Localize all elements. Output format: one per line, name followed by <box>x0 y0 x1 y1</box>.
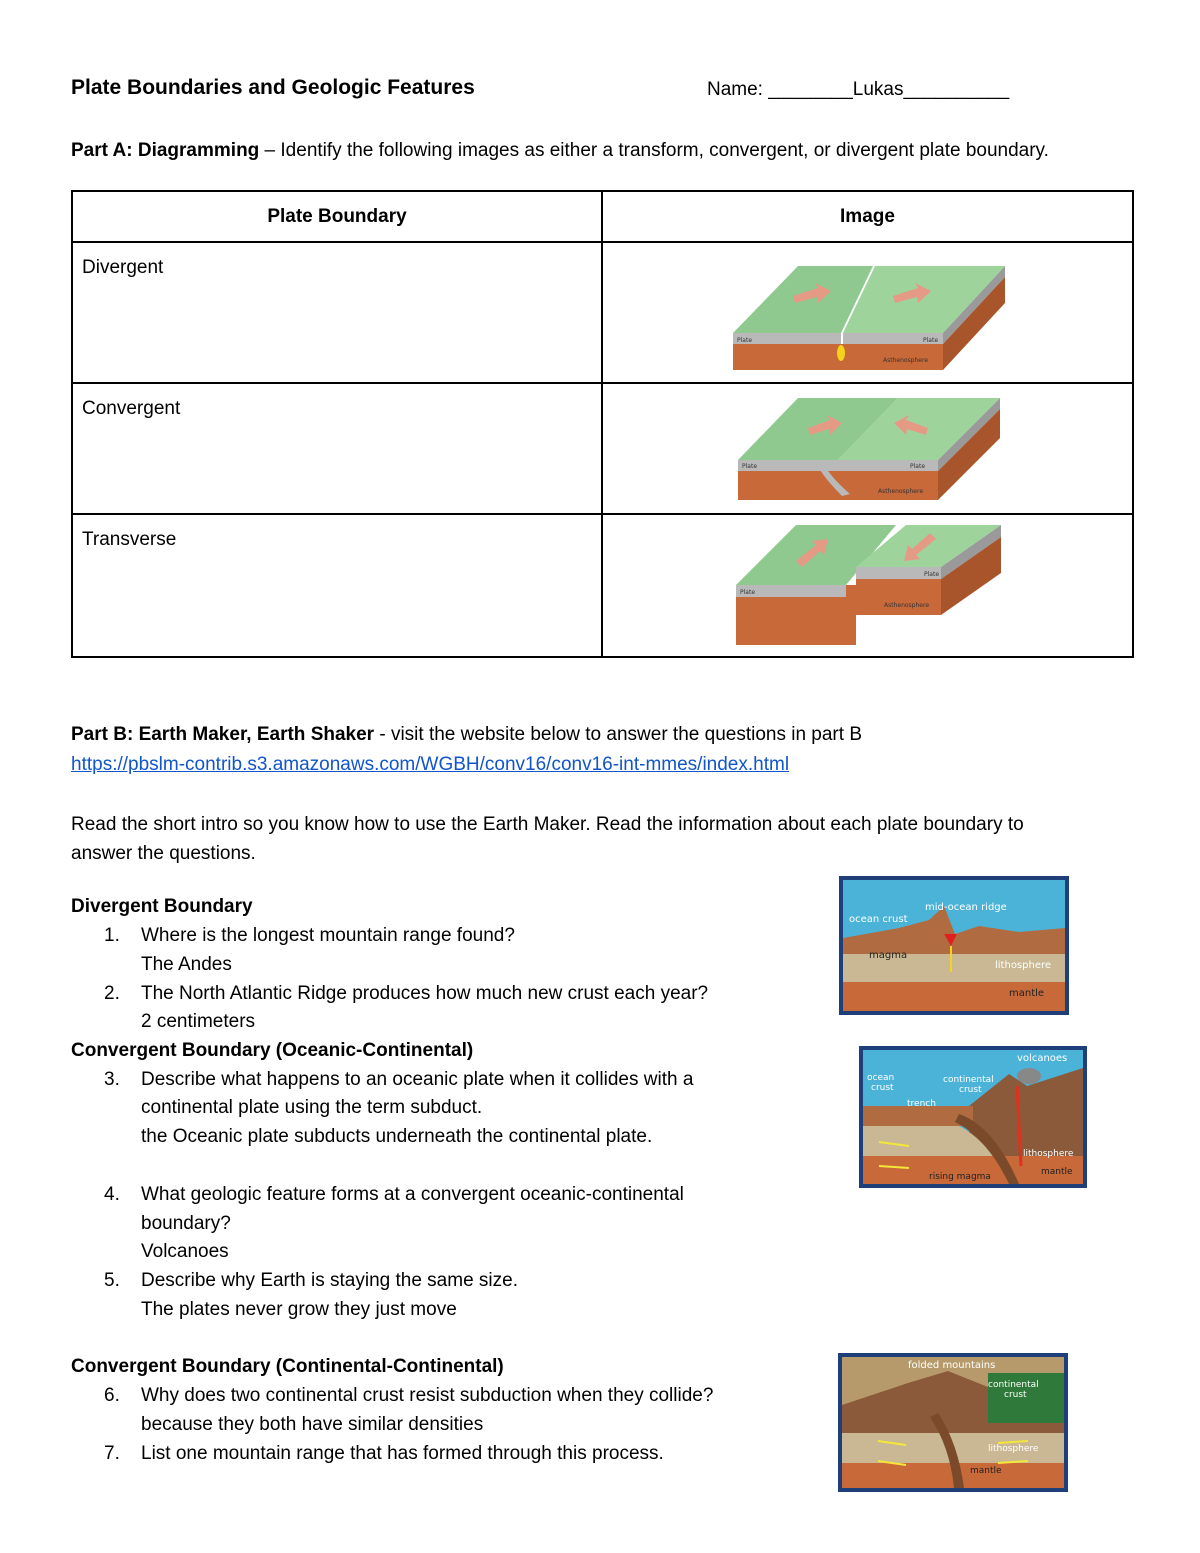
table-row <box>72 514 1133 657</box>
question-number: 6. <box>104 1385 120 1406</box>
name-field: Name: ________Lukas__________ <box>707 79 1010 100</box>
table-row <box>72 383 1133 514</box>
part-b-heading: Part B: Earth Maker, Earth Shaker <box>71 724 375 745</box>
question-number: 5. <box>104 1270 120 1291</box>
answer-4: Volcanoes <box>141 1241 229 1262</box>
diagram-label: Asthenosphere <box>878 488 924 495</box>
diagram-label: Plate <box>910 463 926 470</box>
plate-boundary-table <box>71 190 1134 658</box>
figure-label: crust <box>959 1085 982 1095</box>
figure-label: ocean <box>867 1073 895 1083</box>
figure-label: rising magma <box>929 1172 991 1182</box>
question-4-cont: boundary? <box>141 1213 231 1234</box>
diagram-label: Plate <box>924 571 940 578</box>
part-b-text: - visit the website below to answer the questions in part B <box>374 724 862 745</box>
figure-label: mantle <box>1041 1167 1073 1177</box>
question-4: What geologic feature forms at a convergent oceanic-continental <box>141 1184 684 1205</box>
diagram-label: Plate <box>740 589 756 596</box>
answer-cell <box>72 383 602 514</box>
figure-label: volcanoes <box>1017 1053 1068 1064</box>
question-6: Why does two continental crust resist subduction when they collide? <box>141 1385 714 1406</box>
image-cell <box>602 242 1133 383</box>
question-number: 7. <box>104 1443 120 1464</box>
table-header-row <box>72 191 1133 242</box>
diagram-label: Asthenosphere <box>884 602 930 609</box>
diagram-label: Plate <box>737 337 753 344</box>
divergent-diagram <box>733 258 1008 373</box>
column-header-image: Image <box>602 191 1133 242</box>
diagram-label: Plate <box>742 463 758 470</box>
figure-label: ocean crust <box>849 914 908 925</box>
figure-label: lithosphere <box>1023 1149 1074 1159</box>
answer-1: The Andes <box>141 954 232 975</box>
figure-label: mid-ocean ridge <box>925 902 1007 913</box>
question-3: Describe what happens to an oceanic plate when it collides with a <box>141 1069 694 1090</box>
answer-transverse: Transverse <box>82 529 177 550</box>
figure-label: magma <box>869 950 908 961</box>
figure-label: trench <box>907 1099 936 1109</box>
answer-3: the Oceanic plate subducts underneath the continental plate. <box>141 1126 653 1147</box>
part-a-instructions <box>71 136 1131 165</box>
figure-label: lithosphere <box>988 1444 1039 1454</box>
answer-cell <box>72 242 602 383</box>
divergent-figure <box>839 876 1069 1015</box>
figure-label: crust <box>1004 1390 1027 1400</box>
figure-label: continental <box>988 1380 1039 1390</box>
image-cell <box>602 514 1133 657</box>
link-wrapper <box>71 754 789 776</box>
question-2: The North Atlantic Ridge produces how much new crust each year? <box>141 983 709 1004</box>
intro-paragraph: Read the short intro so you know how to use the Earth Maker. Read the information about each plate boundary to answer the questions. <box>71 814 1024 864</box>
question-3-cont: continental plate using the term subduct. <box>141 1097 483 1118</box>
image-cell <box>602 383 1133 514</box>
question-7: List one mountain range that has formed through this process. <box>141 1443 664 1464</box>
answer-divergent: Divergent <box>82 257 164 278</box>
answer-cell <box>72 514 602 657</box>
part-a-heading: Part A: Diagramming <box>71 140 260 161</box>
question-5: Describe why Earth is staying the same size. <box>141 1270 518 1291</box>
convergent-diagram <box>738 398 1003 503</box>
figure-label: continental <box>943 1075 994 1085</box>
question-number: 4. <box>104 1184 120 1205</box>
oc-convergent-figure <box>859 1046 1087 1188</box>
question-number: 2. <box>104 983 120 1004</box>
answer-2: 2 centimeters <box>141 1011 256 1032</box>
figure-label: crust <box>871 1083 894 1093</box>
answer-convergent: Convergent <box>82 398 181 419</box>
part-b-instructions <box>71 724 862 746</box>
part-a-text: – Identify the following images as either a transform, convergent, or divergent plate boundary. <box>259 140 1049 161</box>
diagram-label: Plate <box>923 337 939 344</box>
question-number: 3. <box>104 1069 120 1090</box>
figure-label: mantle <box>970 1466 1002 1476</box>
column-header-plate-boundary: Plate Boundary <box>72 191 602 242</box>
figure-label: mantle <box>1009 988 1045 999</box>
answer-5: The plates never grow they just move <box>141 1299 457 1320</box>
question-1: Where is the longest mountain range found? <box>141 925 515 946</box>
figure-label: lithosphere <box>995 960 1052 971</box>
oc-convergent-heading: Convergent Boundary (Oceanic-Continental) <box>71 1040 474 1061</box>
page-title: Plate Boundaries and Geologic Features <box>71 76 475 99</box>
divergent-heading: Divergent Boundary <box>71 896 253 917</box>
table-row <box>72 242 1133 383</box>
earth-maker-link[interactable]: https://pbslm-contrib.s3.amazonaws.com/WGBH/conv16/conv16-int-mmes/index.html <box>71 754 790 775</box>
cc-convergent-figure <box>838 1353 1068 1492</box>
cc-convergent-heading: Convergent Boundary (Continental-Continental) <box>71 1356 504 1377</box>
question-number: 1. <box>104 925 120 946</box>
answer-6: because they both have similar densities <box>141 1414 484 1435</box>
transform-diagram <box>736 525 1004 647</box>
diagram-label: Asthenosphere <box>883 357 929 364</box>
figure-label: folded mountains <box>908 1360 996 1371</box>
